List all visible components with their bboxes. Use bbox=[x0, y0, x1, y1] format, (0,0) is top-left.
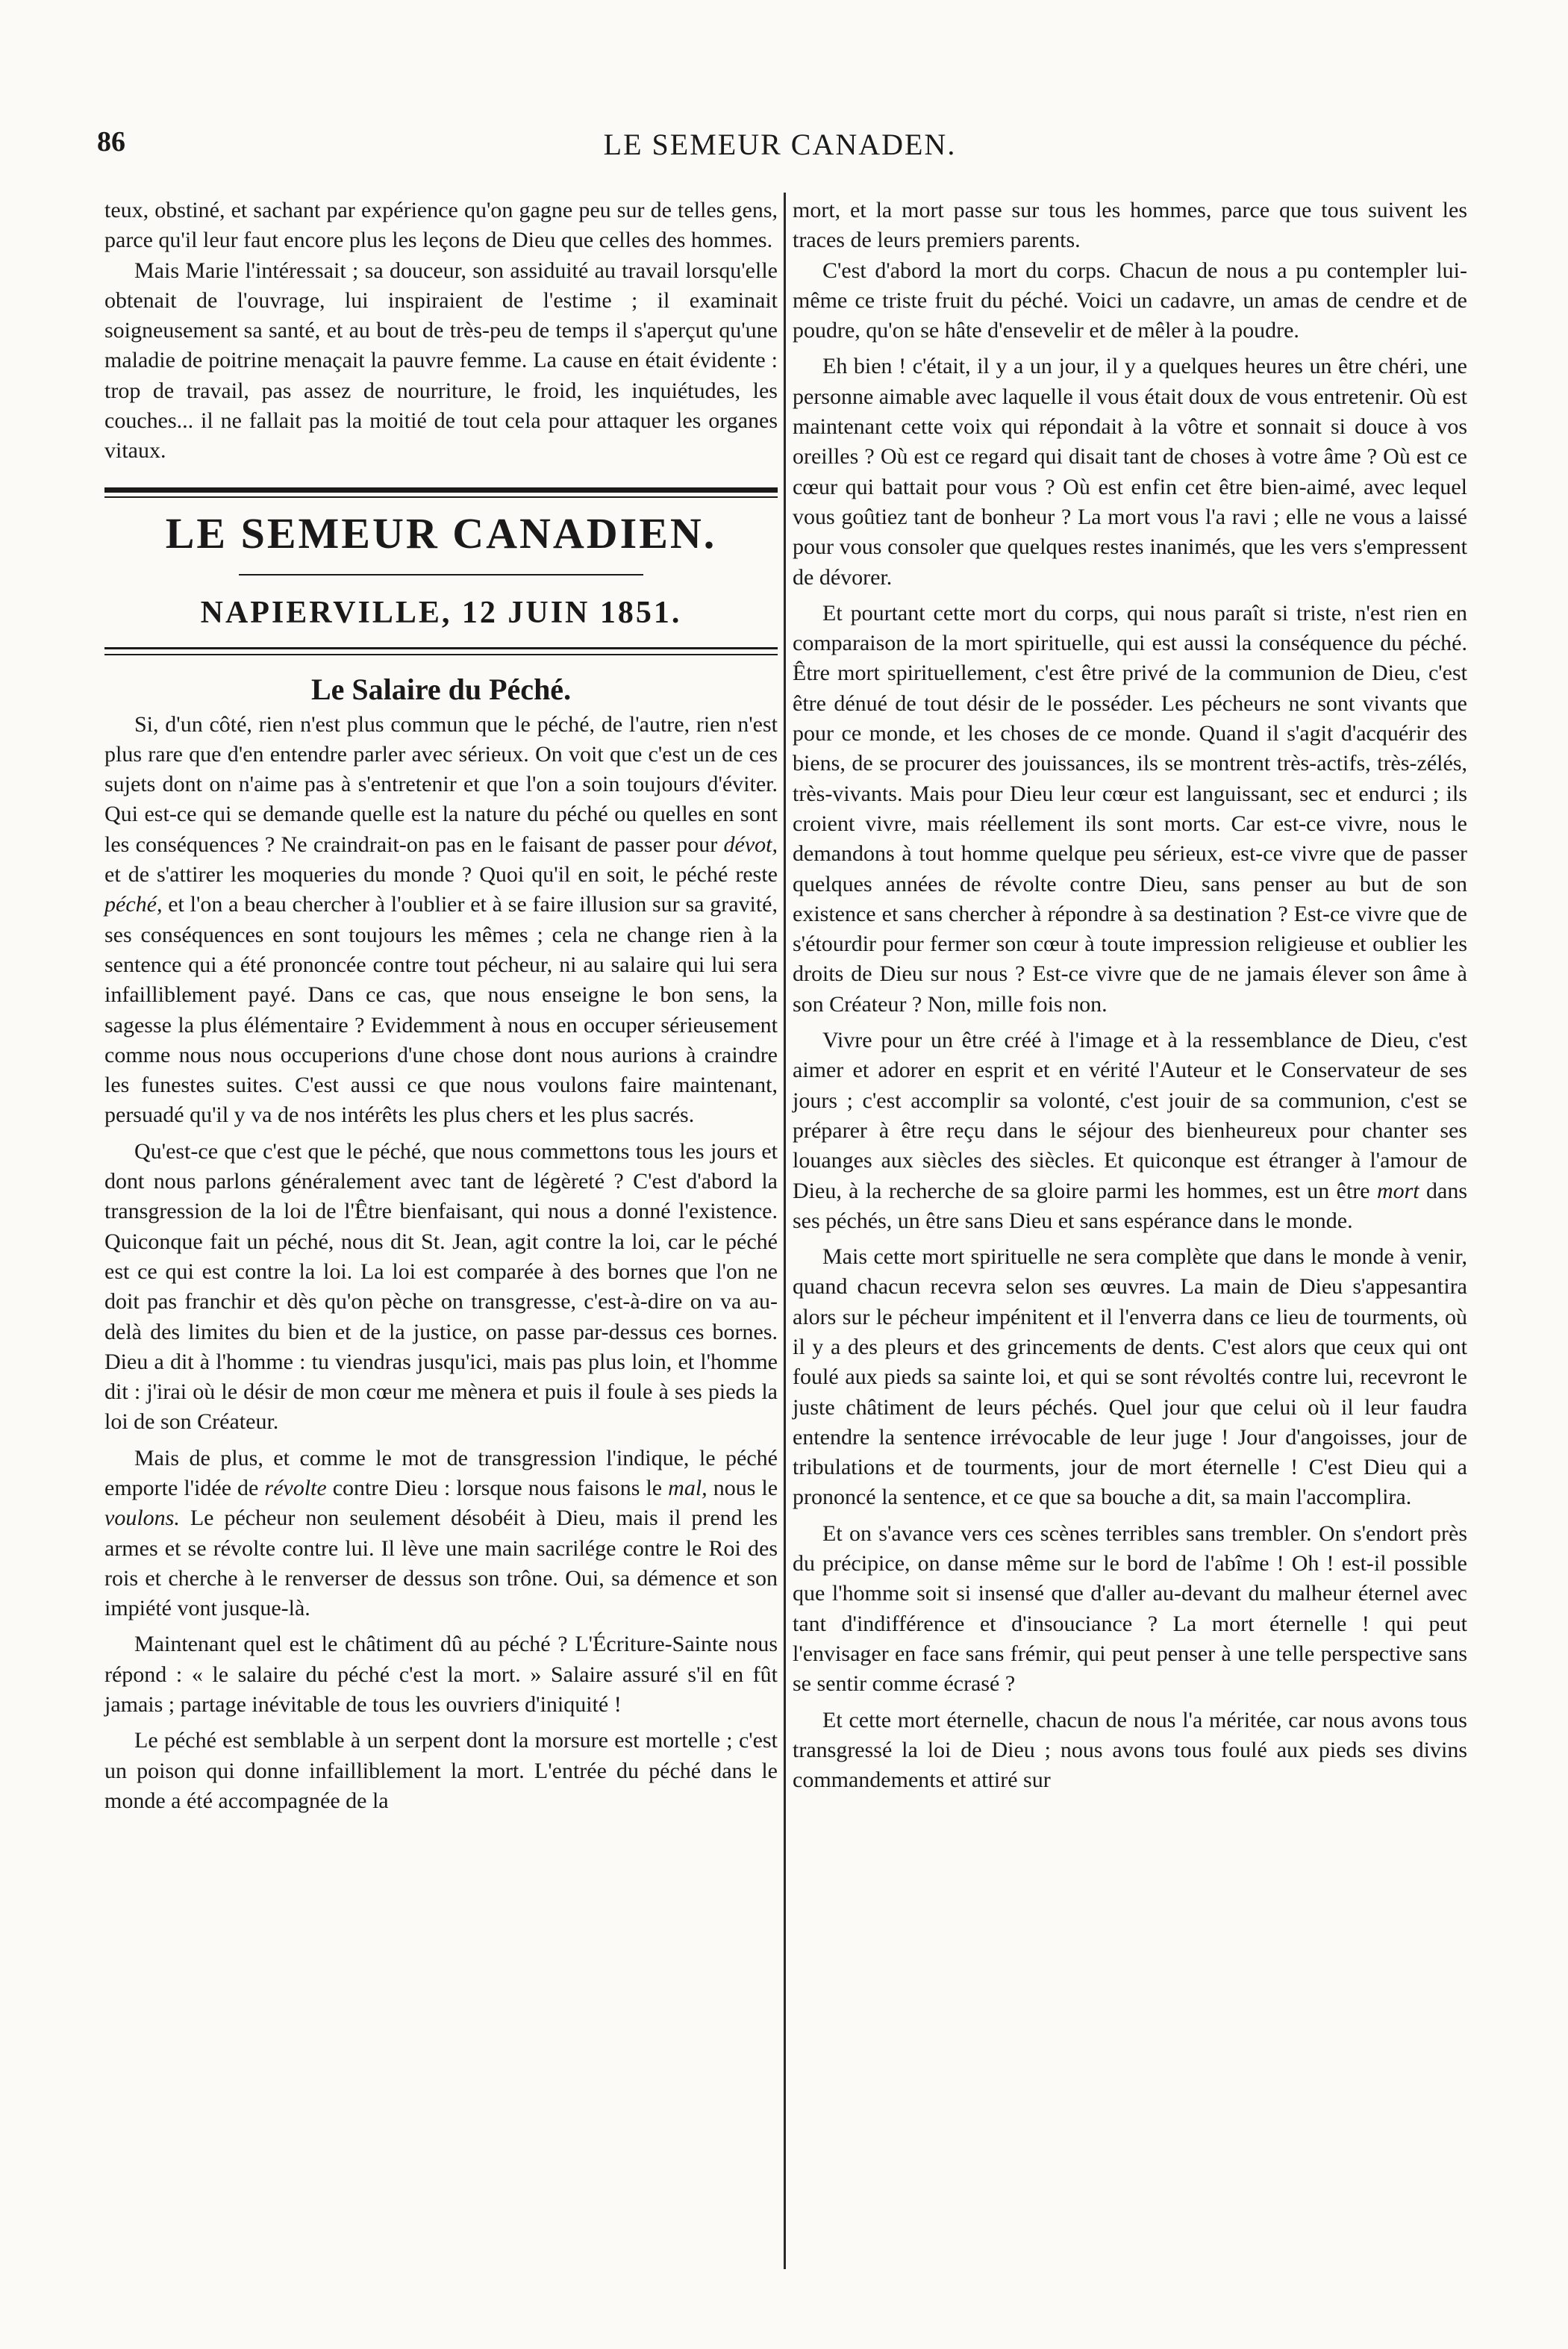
dateline: NAPIERVILLE, 12 JUIN 1851. bbox=[200, 595, 682, 630]
paragraph: Et pourtant cette mort du corps, qui nous paraît si triste, n'est rien en comparaison de la mort spirituelle, qui est aussi la conséquence du péché. Être mort spirituellement, c'est être privé de la communion de Dieu, c'est être dénué de tout désir de le posséder. Les pécheurs ne sont vivants que pour ce monde, et les choses de ce monde. Quand il s'agit d'acquérir des biens, de se procurer des jouissances, ils se montrent très-actifs, très-zélés, très-vivants. Mais pour Dieu leur cœur est languissant, sec et endurci ; ils croient vivre, mais réellement ils sont morts. Car est-ce vivre, nous le demandons à tout homme quelque peu sérieux, est-ce vivre que de passer quelques années de révolte contre Dieu, sans penser au but de son existence et sans chercher à répondre à sa destination ? Est-ce vivre que de s'étourdir pour fermer son cœur à toute impression religieuse et oublier les droits de Dieu sur nous ? Est-ce vivre que de ne jamais élever son âme à son Créateur ? Non, mille fois non. bbox=[793, 600, 1467, 1017]
right-column bbox=[793, 196, 1467, 1795]
running-title: LE SEMEUR CANADEN. bbox=[603, 128, 957, 161]
masthead: LE SEMEUR CANADIEN. bbox=[165, 508, 717, 558]
paragraph: Qu'est-ce que c'est que le péché, que nous commettons tous les jours et dont nous parlons généralement avec tant de légèreté ? C'est d'abord la transgression de la loi de l'Être bienfaisant, qui nous a donné l'existence. Quiconque fait un péché, nous dit St. Jean, agit contre la loi, car le péché est ce qui est contre la loi. La loi est comparée à des bornes que l'on ne doit pas franchir et dès qu'on pèche on transgresse, c'est-à-dire on va au-delà des limites du bien et de la justice, on passe par-dessus ces bornes. Dieu a dit à l'homme : tu viendras jusqu'ici, mais pas plus loin, et l'homme dit : j'irai où le désir de mon cœur me mènera et puis il foule à ses pieds la loi de son Créateur. bbox=[104, 1138, 778, 1435]
column-divider bbox=[784, 193, 786, 2269]
left-column bbox=[104, 196, 778, 1816]
paragraph: Mais de plus, et comme le mot de transgression l'indique, le péché emporte l'idée de révolte contre Dieu : lorsque nous faisons le mal, nous le voulons. Le pécheur non seulement désobéit à Dieu, mais il prend les armes et se révolte contre lui. Il lève une main sacrilége contre le Roi des rois et cherche à le renverser de dessus son trône. Oui, sa démence et son impiété vont jusque-là. bbox=[104, 1445, 778, 1621]
paragraph: Eh bien ! c'était, il y a un jour, il y a quelques heures un être chéri, une personne aimable avec laquelle il vous était doux de vous entretenir. Où est maintenant cette voix qui répondait à la vôtre et sonnait si douce à vos oreilles ? Où est ce regard qui disait tant de choses à votre âme ? Où est ce cœur qui battait pour vous ? Où est enfin cet être bien-aimé, avec lequel vous goûtiez tant de bonheur ? La mort vous l'a ravi ; elle ne vous a laissé pour vous consoler que quelques restes inanimés, que les vers s'empressent de dévorer. bbox=[793, 354, 1467, 590]
paragraph: C'est d'abord la mort du corps. Chacun de nous a pu contempler lui-même ce triste fruit du péché. Voici un cadavre, un amas de cendre et de poudre, qu'on se hâte d'ensevelir et de mêler à la poudre. bbox=[793, 258, 1467, 343]
dateline-rule bbox=[104, 647, 778, 655]
section-rule bbox=[104, 496, 778, 498]
paragraph: teux, obstiné, et sachant par expérience qu'on gagne peu sur de telles gens, parce qu'il leur faut encore plus les leçons de Dieu que celles des hommes. bbox=[104, 198, 778, 253]
masthead-rule bbox=[239, 574, 643, 575]
paragraph: Et on s'avance vers ces scènes terribles sans trembler. On s'endort près du précipice, on danse même sur le bord de l'abîme ! Oh ! est-il possible que l'homme soit si insensé que d'aller au-devant du malheur éternel avec tant d'indifférence et d'insouciance ? La mort éternelle ! qui peut l'envisager en face sans frémir, qui peut penser à une telle perspective sans se sentir comme écrasé ? bbox=[793, 1520, 1467, 1697]
section-rule bbox=[104, 487, 778, 493]
paragraph: Et cette mort éternelle, chacun de nous l'a méritée, car nous avons tous transgressé la loi de Dieu ; nous avons tous foulé aux pieds ses divins commandements et attiré sur bbox=[793, 1707, 1467, 1793]
paragraph: Si, d'un côté, rien n'est plus commun que le péché, de l'autre, rien n'est plus rare que d'en entendre parler avec sérieux. On voit que c'est un de ces sujets dont on n'aime pas à s'entretenir et que l'on a soin toujours d'éviter. Qui est-ce qui se demande quelle est la nature du péché ou quelles en sont les conséquences ? Ne craindrait-on pas en le faisant de passer pour dévot, et de s'attirer les moqueries du monde ? Quoi qu'il en soit, le péché reste péché, et l'on a beau chercher à l'oublier et à se faire illusion sur sa gravité, ses conséquences en sont toujours les mêmes ; cela ne change rien à la sentence qui a été prononcée contre tout pécheur, ni au salaire qui lui sera infailliblement payé. Dans ce cas, que nous enseigne le bon sens, la sagesse la plus élémentaire ? Evidemment à nous en occuper sérieusement comme nous nous occuperions d'une chose dont nous aurions à craindre les funestes suites. C'est aussi ce que nous voulons faire maintenant, persuadé qu'il y va de nos intérêts les plus chers et les plus sacrés. bbox=[104, 711, 778, 1128]
paragraph: Le péché est semblable à un serpent dont la morsure est mortelle ; c'est un poison qui donne infailliblement la mort. L'entrée du péché dans le monde a été accompagnée de la bbox=[104, 1728, 778, 1813]
paragraph: Maintenant quel est le châtiment dû au péché ? L'Écriture-Sainte nous répond : « le salaire du péché c'est la mort. » Salaire assuré s'il en fût jamais ; partage inévitable de tous les ouvriers d'iniquité ! bbox=[104, 1632, 778, 1718]
article-title: Le Salaire du Péché. bbox=[310, 673, 572, 707]
paragraph: Vivre pour un être créé à l'image et à la ressemblance de Dieu, c'est aimer et adorer en esprit et en vérité l'Auteur et le Conservateur de ses jours ; c'est accomplir sa volonté, c'est jouir de sa communion, c'est se préparer à être reçu dans le séjour des bienheureux pour chanter ses louanges aux siècles des siècles. Et quiconque est étranger à l'amour de Dieu, à la recherche de sa gloire parmi les hommes, est un être mort dans ses péchés, un être sans Dieu et sans espérance dans le monde. bbox=[793, 1028, 1468, 1233]
page-number: 86 bbox=[97, 126, 125, 157]
paragraph: mort, et la mort passe sur tous les hommes, parce que tous suivent les traces de leurs premiers parents. bbox=[793, 198, 1467, 253]
paragraph: Mais cette mort spirituelle ne sera complète que dans le monde à venir, quand chacun recevra selon ses œuvres. La main de Dieu s'appesantira alors sur le pécheur impénitent et il l'enverra dans ce lieu de tourments, où il y a des pleurs et des grincements de dents. C'est alors que ceux qui ont foulé aux pieds sa sainte loi, et qui se sont révoltés contre lui, recevront le juste châtiment de leurs péchés. Quel jour que celui où il leur faudra entendre la sentence irrévocable de leur juge ! Jour d'angoisses, jour de tribulations et de tourments, jour de mort éternelle ! C'est Dieu qui a prononcé la sentence, et ce que sa bouche a dit, sa main l'accomplira. bbox=[793, 1244, 1467, 1510]
page-header bbox=[82, 119, 1478, 164]
paragraph: Mais Marie l'intéressait ; sa douceur, son assiduité au travail lorsqu'elle obtenait de l'ouvrage, lui inspiraient de l'estime ; il examinait soigneusement sa santé, et au bout de très-peu de temps il s'aperçut qu'une maladie de poitrine menaçait la pauvre femme. La cause en était évidente : trop de travail, pas assez de nourriture, le froid, les inquiétudes, les couches... il ne fallait pas la moitié de tout cela pour attaquer les organes vitaux. bbox=[104, 258, 778, 464]
